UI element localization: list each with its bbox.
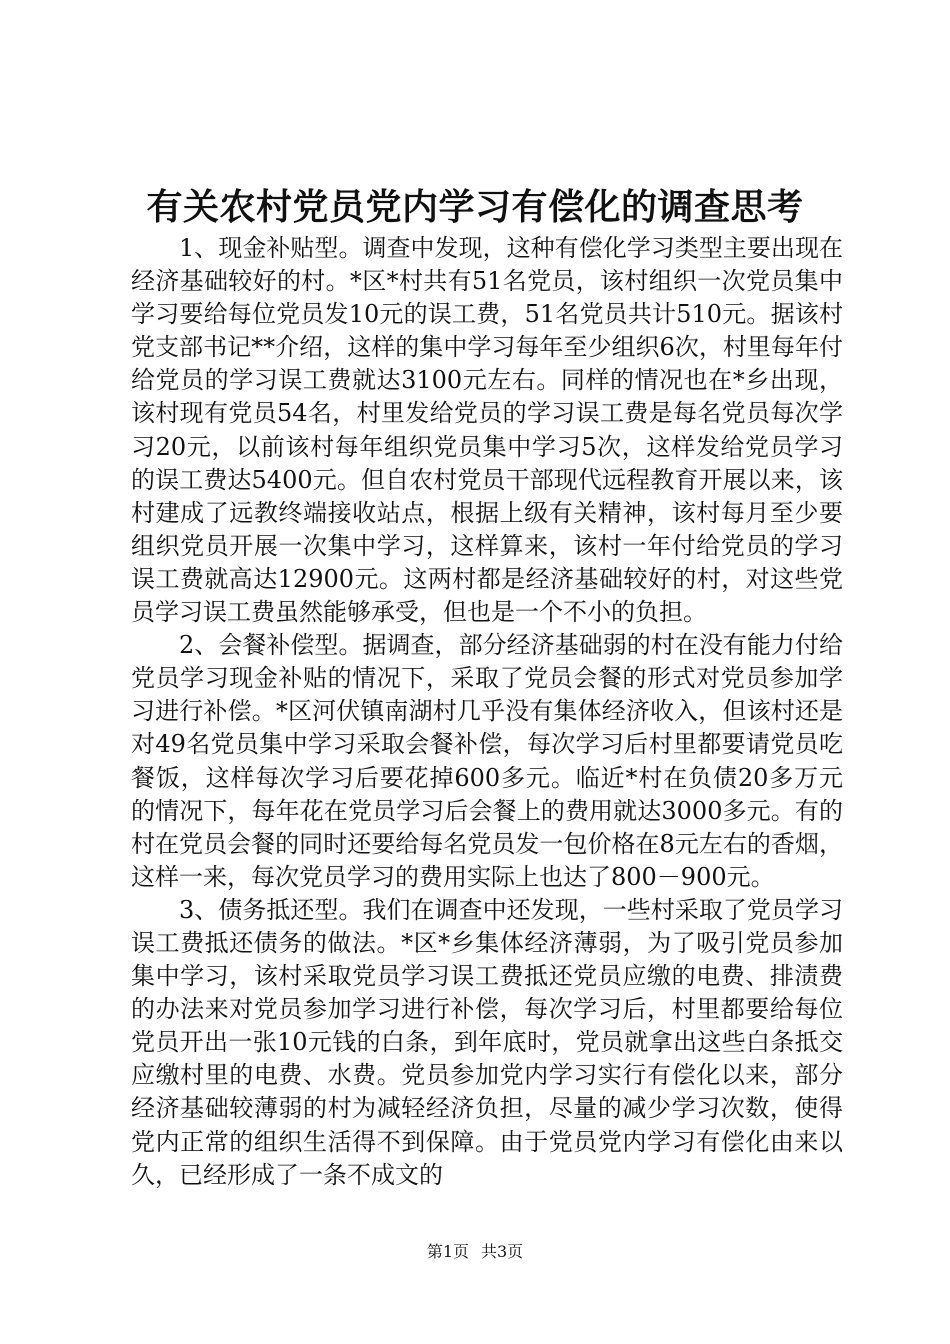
paragraph-meal-compensation: 2、会餐补偿型。据调查，部分经济基础弱的村在没有能力付给党员学习现金补贴的情况下，采取了党员会餐的形式对党员参加学习进行补偿。*区河伏镇南湖村几乎没有集体经济收入，但该村还是对49名党员集中学习采取会餐补偿，每次学习后村里都要请党员吃餐饭，这样每次学习后要花掉600多元。临近*村在负债20多万元的情况下，每年花在党员学习后会餐上的费用就达3000多元。有的村在党员会餐的同时还要给每名党员发一包价格在8元左右的香烟，这样一来，每次党员学习的费用实际上也达了800－900元。 (131, 631, 843, 891)
page-number: 第1页 (426, 1242, 469, 1261)
document-title: 有关农村党员党内学习有偿化的调查思考 (146, 187, 804, 228)
page-footer (0, 1241, 950, 1263)
document-body (131, 232, 843, 1192)
paragraph-cash-subsidy: 1、现金补贴型。调查中发现，这种有偿化学习类型主要出现在经济基础较好的村。*区*村共有51名党员，该村组织一次党员集中学习要给每位党员发10元的误工费，51名党员共计510元。据该村党支部书记**介绍，这样的集中学习每年至少组织6次，村里每年付给党员的学习误工费就达3100元左右。同样的情况也在*乡出现，该村现有党员54名，村里发给党员的学习误工费是每名党员每次学习20元，以前该村每年组织党员集中学习5次，这样发给党员学习的误工费达5400元。但自农村党员干部现代远程教育开展以来，该村建成了远教终端接收站点，根据上级有关精神，该村每月至少要组织党员开展一次集中学习，这样算来，该村一年付给党员的学习误工费就高达12900元。这两村都是经济基础较好的村，对这些党员学习误工费虽然能够承受，但也是一个不小的负担。 (131, 234, 843, 627)
page-total: 共3页 (481, 1242, 524, 1261)
paragraph-debt-offset: 3、债务抵还型。我们在调查中还发现，一些村采取了党员学习误工费抵还债务的做法。*区*乡集体经济薄弱，为了吸引党员参加集中学习，该村采取党员学习误工费抵还党员应缴的电费、排渍费的办法来对党员参加学习进行补偿，每次学习后，村里都要给每位党员开出一张10元钱的白条，到年底时，党员就拿出这些白条抵交应缴村里的电费、水费。党员参加党内学习实行有偿化以来，部分经济基础较薄弱的村为减轻经济负担，尽量的减少学习次数，使得党内正常的组织生活得不到保障。由于党员党内学习有偿化由来以久，已经形成了一条不成文的 (131, 895, 843, 1189)
